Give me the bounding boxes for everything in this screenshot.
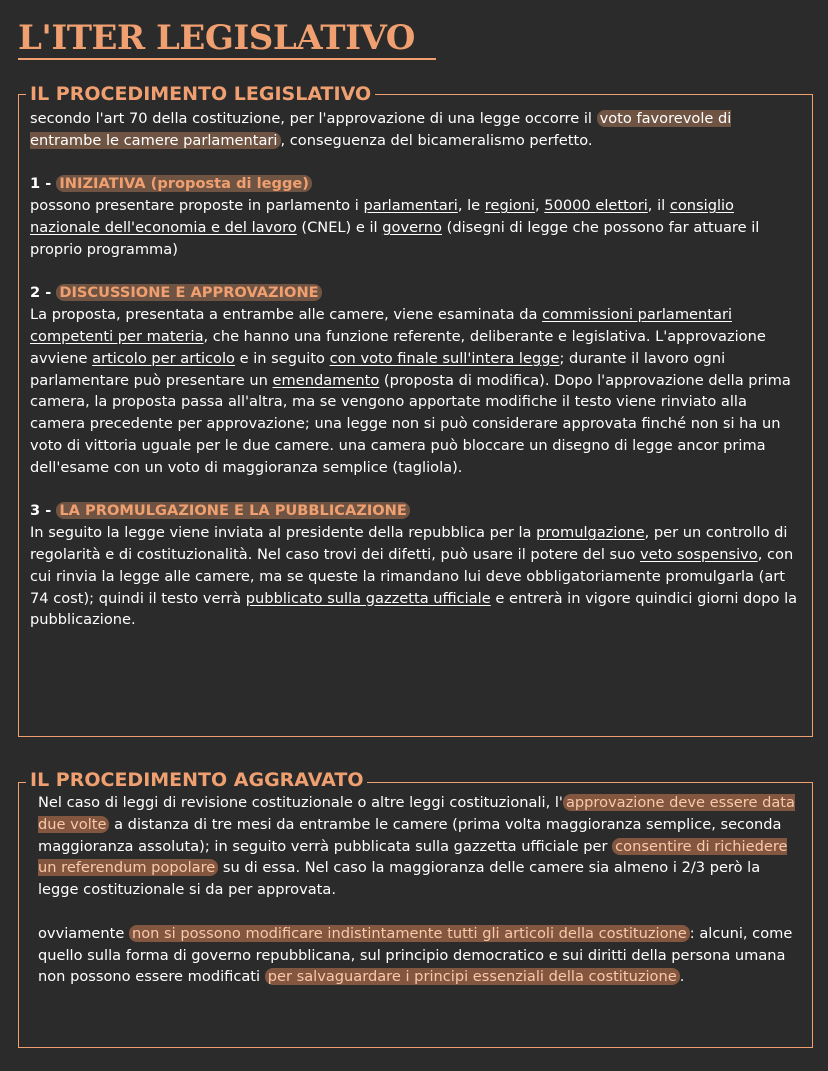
aggravato-paragraph-1 — [38, 792, 798, 901]
aggravato-text: ovviamente — [38, 924, 129, 942]
step2-text: (proposta di modifica). Dopo l'approvazione della prima camera, la proposta passa all'altra, ma se vengono apportate modifiche il testo viene rinviato alla camera precedente per approvazione; una legge non si può considerare approvata finché non si ha un voto di vittoria uguale per le due camere. una camera può bloccare un disegno di legge ancor prima dell'esame con un voto di maggioranza semplice (tagliola). — [30, 371, 791, 476]
step1-underline: 50000 elettori — [544, 197, 648, 215]
step2-text: La proposta, presentata a entrambe alle camere, viene esaminata da — [30, 306, 543, 324]
step2-underline: articolo per articolo — [92, 349, 235, 367]
intro-highlight: voto favorevole di entrambe le camere parlamentari — [30, 110, 732, 149]
section-legislativo-title: IL PROCEDIMENTO LEGISLATIVO — [26, 82, 375, 106]
step2-paragraph — [30, 304, 800, 478]
step2-underline: commissioni parlamentari competenti per materia — [30, 306, 733, 345]
step1-text: (CNEL) e il — [296, 218, 383, 236]
aggravato-paragraph-2 — [38, 923, 798, 988]
step1-underline: regioni — [484, 197, 535, 215]
step3-underline: pubblicato sulla gazzetta ufficiale — [245, 589, 491, 607]
step3-number: 3 - — [30, 502, 57, 520]
aggravato-highlight: non si possono modificare indistintamente tutti gli articoli della costituzione — [129, 925, 690, 942]
step1-label: INIZIATIVA (proposta di legge) — [56, 175, 312, 192]
title-underline — [18, 58, 436, 60]
step3-heading — [30, 500, 800, 522]
aggravato-text: Nel caso di leggi di revisione costituzionale o altre leggi costituzionali, l' — [38, 794, 563, 811]
section-aggravato-title: IL PROCEDIMENTO AGGRAVATO — [26, 768, 367, 792]
page-title: L'ITER LEGISLATIVO — [18, 18, 415, 58]
step1-text: , le — [457, 197, 485, 215]
intro-text-2: , conseguenza del bicameralismo perfetto. — [280, 131, 593, 149]
aggravato-text: : alcuni, come quello sulla forma di governo repubblicana, sul principio democratico e sui diritti della persona umana non possono essere modificati — [38, 924, 793, 986]
intro-text-1: secondo l'art 70 della costituzione, per l'approvazione di una legge occorre il — [30, 110, 597, 127]
step2-label: DISCUSSIONE E APPROVAZIONE — [56, 284, 321, 301]
step1-text: , il — [647, 197, 670, 215]
aggravato-text: . — [679, 968, 685, 986]
step3-label: LA PROMULGAZIONE E LA PUBBLICAZIONE — [56, 502, 410, 519]
section-aggravato-content — [38, 792, 798, 988]
step3-text: e entrerà in vigore quindici giorni dopo la pubblicazione. — [30, 589, 798, 629]
step1-underline: parlamentari — [363, 197, 458, 215]
step1-text: possono presentare proposte in parlamento i — [30, 197, 364, 215]
aggravato-text: a distanza di tre mesi da entrambe le camere (prima volta maggioranza semplice, seconda maggioranza assoluta); in seguito verrà pubblicata sulla gazzetta ufficiale per — [38, 815, 782, 855]
step3-text: , con cui rinvia la legge alle camere, ma se queste la rimandano lui deve obbligatoriamente promulgarla (art 74 cost); quindi il testo verrà — [30, 545, 794, 607]
step2-number: 2 - — [30, 284, 57, 302]
step1-number: 1 - — [30, 175, 57, 193]
step2-heading — [30, 282, 800, 304]
step1-paragraph — [30, 195, 800, 260]
step1-text: , — [535, 197, 545, 215]
step3-text: In seguito la legge viene inviata al presidente della repubblica per la — [30, 524, 537, 542]
step3-paragraph — [30, 522, 800, 631]
step2-text: ; durante il lavoro ogni parlamentare può presentare un — [30, 349, 726, 389]
step3-text: , per un controllo di regolarità e di costituzionalità. Nel caso trovi dei difetti, può usare il potere del suo — [30, 524, 788, 563]
step2-text: , che hanno una funzione referente, deliberante e legislativa. L'approvazione avviene — [30, 327, 766, 367]
step1-heading — [30, 173, 800, 195]
step1-underline: consiglio nazionale dell'economia e del lavoro — [30, 197, 734, 236]
aggravato-highlight: consentire di richiedere un referendum popolare — [38, 837, 788, 877]
aggravato-highlight: approvazione deve essere data due volte — [38, 794, 795, 833]
step3-underline: veto sospensivo — [639, 545, 758, 563]
aggravato-text: su di essa. Nel caso la maggioranza delle camere sia almeno i 2/3 però la legge costituzionale si da per approvata. — [38, 859, 761, 899]
step2-text: e in seguito — [234, 349, 330, 367]
step1-text: (disegni di legge che possono far attuare il proprio programma) — [30, 218, 760, 258]
aggravato-highlight: per salvaguardare i principi essenziali della costituzione — [265, 968, 680, 985]
section-legislativo-content — [30, 108, 800, 631]
intro-paragraph — [30, 108, 800, 152]
step1-underline: governo — [382, 218, 442, 236]
step2-underline: emendamento — [272, 371, 380, 389]
step2-underline: con voto finale sull'intera legge — [329, 349, 560, 367]
step3-underline: promulgazione — [536, 524, 645, 542]
